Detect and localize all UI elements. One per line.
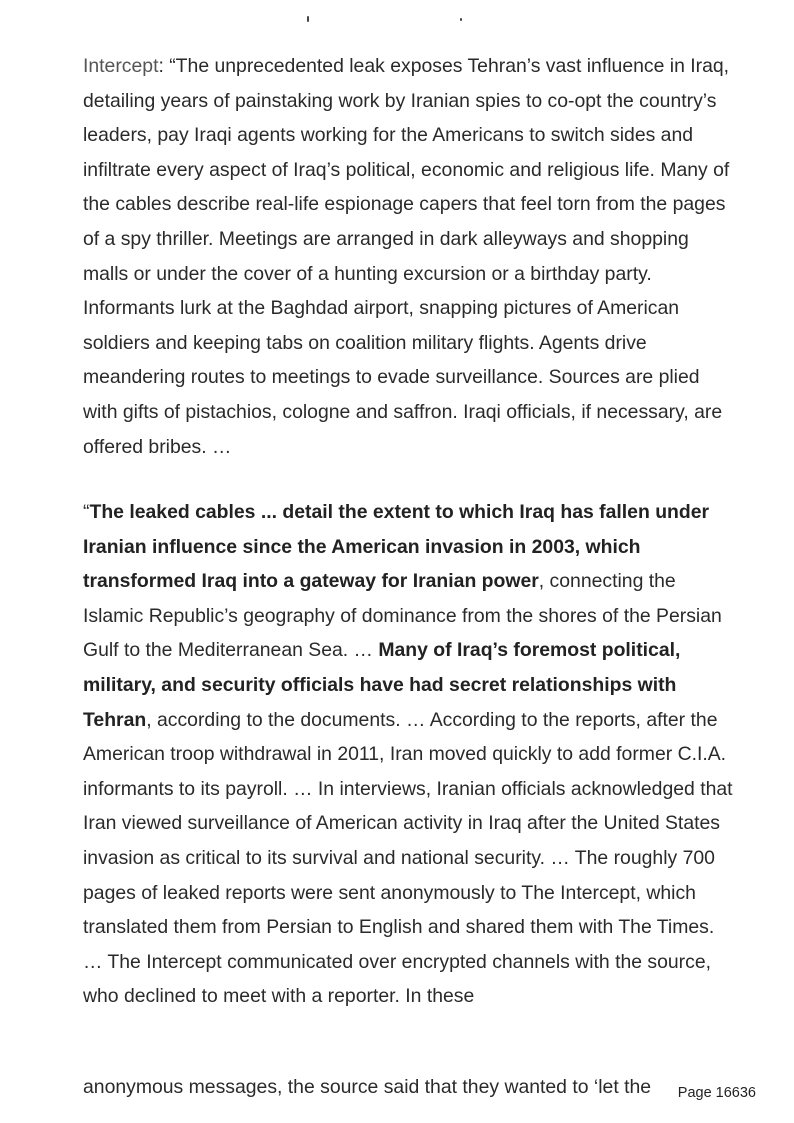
clipped-previous-line [84, 16, 724, 30]
paragraph-2-text-2: , according to the documents. … According to the reports, after the American troop withdrawal in 2011, Iran moved quickly to add former C.I.A. informants to its payroll. … In interviews, Iranian officials acknowledged that Iran viewed surveillance of American activity in Iraq after the United States invasion as critical to its survival and national security. … The roughly 700 pages of leaked reports were sent anonymously to The Intercept, which translated them from Persian to English and shared them with The Times. … The Intercept communicated over encrypted channels with the source, who declined to meet with a reporter. In these [83, 708, 733, 1008]
paragraph-2-open-quote: “ [83, 501, 90, 523]
source-name-intercept: Intercept [83, 55, 159, 77]
paragraph-2-bold-2: Many of Iraq’s foremost political, military, and security officials have had secret relationships with Tehran [83, 639, 681, 731]
paragraph-2-text-1: , connecting the Islamic Republic’s geography of dominance from the shores of the Persian Gulf to the Mediterranean Sea. … [83, 570, 722, 662]
paragraph-1 [83, 49, 733, 464]
paragraph-2 [83, 495, 733, 1014]
page-number: Page 16636 [677, 1085, 756, 1101]
clipped-bottom-line-text: anonymous messages, the source said that they wanted to ‘let the [83, 1076, 652, 1098]
paragraph-1-text: : “The unprecedented leak exposes Tehran’s vast influence in Iraq, detailing years of painstaking work by Iranian spies to co-opt the country’s leaders, pay Iraqi agents working for the Americans to switch sides and infiltrate every aspect of Iraq’s political, economic and religious life. Many of the cables describe real-life espionage capers that feel torn from the pages of a spy thriller. Meetings are arranged in dark alleyways and shopping malls or under the cover of a hunting excursion or a birthday party. Informants lurk at the Baghdad airport, snapping pictures of American soldiers and keeping tabs on coalition military flights. Agents drive meandering routes to meetings to evade surveillance. Sources are plied with gifts of pistachios, cologne and saffron. Iraqi officials, if necessary, are offered bribes. … [83, 55, 730, 458]
paragraph-2-bold-1: The leaked cables ... detail the extent to which Iraq has fallen under Iranian influence since the American invasion in 2003, which transformed Iraq into a gateway for Iranian power [83, 501, 710, 593]
